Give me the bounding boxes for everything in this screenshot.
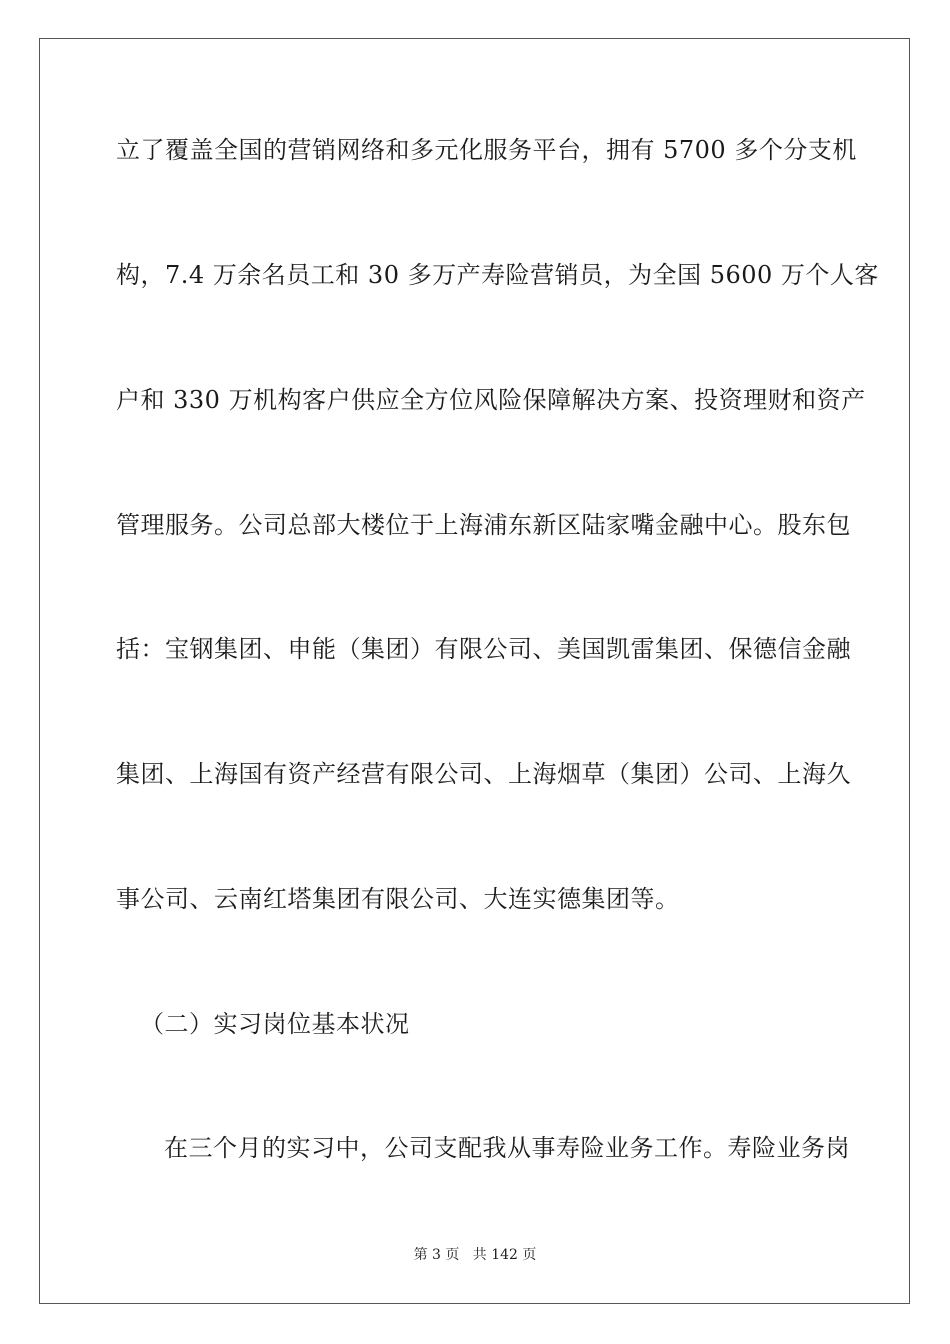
paragraph-first-line: 在三个月的实习中，公司支配我从事寿险业务工作。寿险业务岗 [164,1134,850,1162]
body-line-2: 构，7.4 万余名员工和 30 多万产寿险营销员，为全国 5600 万个人客 [116,261,879,289]
body-line-5: 括：宝钢集团、申能（集团）有限公司、美国凯雷集团、保德信金融 [116,635,851,663]
page-number: 第 3 页 [413,1247,460,1263]
body-line-3: 户和 330 万机构客户供应全方位风险保障解决方案、投资理财和资产 [116,386,866,414]
body-line-7: 事公司、云南红塔集团有限公司、大连实德集团等。 [116,885,680,913]
page-footer [0,1245,950,1265]
page-border [39,38,910,1304]
section-heading: （二）实习岗位基本状况 [140,1010,410,1038]
page-total: 共 142 页 [472,1247,537,1263]
body-line-4: 管理服务。公司总部大楼位于上海浦东新区陆家嘴金融中心。股东包 [116,511,851,539]
body-line-1: 立了覆盖全国的营销网络和多元化服务平台，拥有 5700 多个分支机 [116,136,857,164]
body-line-6: 集团、上海国有资产经营有限公司、上海烟草（集团）公司、上海久 [116,760,851,788]
